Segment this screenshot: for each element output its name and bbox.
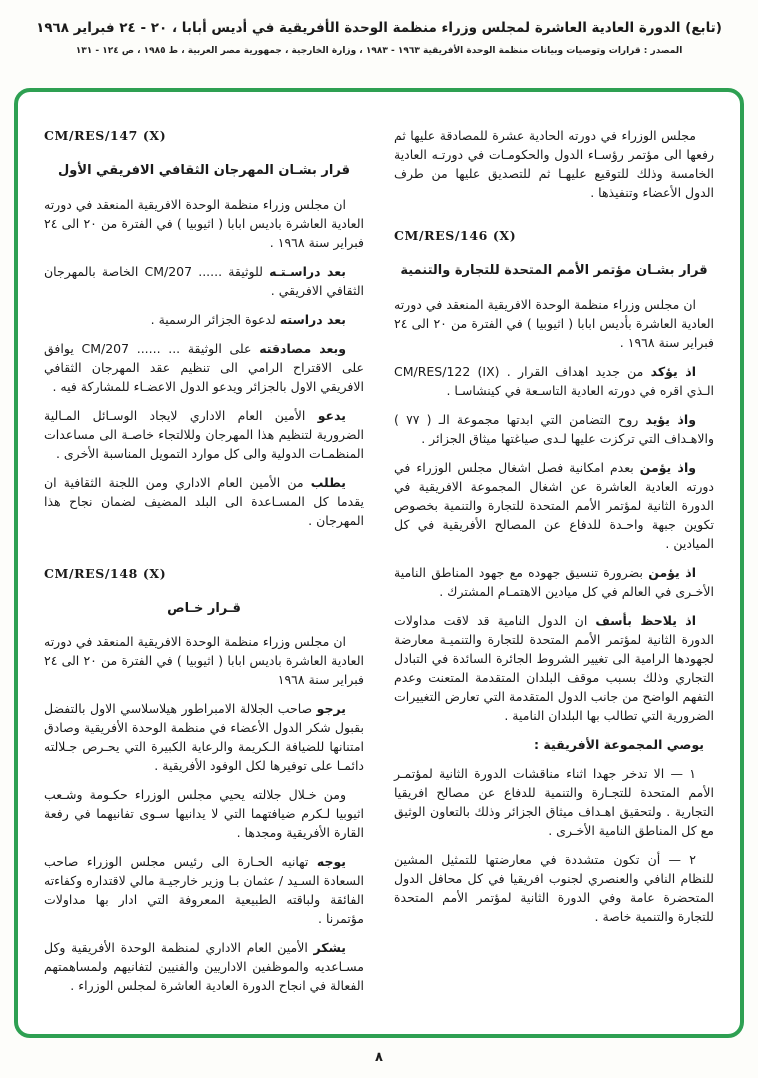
paragraph-lead: بعد دراسته <box>279 311 346 327</box>
page-title: (تابع) الدورة العادية العاشرة لمجلس وزراء منظمة الوحدة الأفريقية في أديس أبابا ، ٢٠ - ٢٤ فبراير ١٩٦٨ <box>36 20 722 36</box>
paragraph-text: ومن خـلال جلالته يحيي مجلس الوزراء حكـومة وشـعب اثيوبيا لـكرم ضيافتهما التي لا يدانيها سـوى تفانيهما في رفعة القارة الأفريقية ومجدها . <box>44 787 364 840</box>
paragraph <box>394 362 714 400</box>
paragraph <box>44 473 364 530</box>
paragraph-text: الأمين العام الاداري لايجاد الوسـائل المـالية الضرورية لتنظيم هذا المهرجان وللالتجاء خاصـة الى مساعدات المنظمـات الدولية والى كل موارد التمويل المناسبة الأخرى . <box>44 407 364 461</box>
page-number: ٨ <box>375 1050 383 1065</box>
resolution-code-146: CM/RES/146 (X) <box>394 228 517 243</box>
recommendation-heading: يوصي المجموعة الأفريقية : <box>534 736 704 752</box>
paragraph <box>44 310 364 329</box>
paragraph-lead: اذ يؤكد <box>650 363 696 379</box>
recommendation-item-2: ٢ — أن تكون متشددة في معارضتها للتمثيل المشين للنظام النافي والعنصري لجنوب افريقيا في كل محافل الدول المتحضرة عامة وفي الدورة الثانية لمؤتمر الأمم المتحدة للتجارة والتنمية خاصة . <box>394 851 714 924</box>
paragraph <box>44 699 364 775</box>
paragraph-lead: يوجه <box>316 854 346 869</box>
paragraph-lead: اذ يلاحظ بأسف <box>595 612 696 628</box>
resolution-title-147: قرار بشـان المهرجان الثقافي الافريقي الأول <box>58 163 350 178</box>
paragraph <box>44 938 364 995</box>
resolution-title-146: قرار بشـان مؤتمر الأمم المتحدة للتجارة والتنمية <box>400 263 708 278</box>
paragraph-lead: يدعو <box>317 407 346 423</box>
paragraph <box>394 295 714 352</box>
source-line: المصدر : قرارات وتوصيات وبيانات منظمة الوحدة الأفريقية ١٩٦٣ - ١٩٨٣ ، وزارة الخارجية ، جمهورية مصر العربية ، ط ١٩٨٥ ، ص ١٢٤ - ١٣١ <box>75 46 683 56</box>
paragraph-text: روح التضامن التي ابدتها مجموعة الـ ( ٧٧ ) والاهـداف التي تركزت عليها لـدى صياغتها ميثاق الجزائر . <box>394 411 714 446</box>
paragraph-text: الأمين العام الاداري لمنظمة الوحدة الأفريقية وكل مسـاعديه والموظفين الاداريين والفنيين لتفانيهم ولمساهمتهم الفعالة في انجاح الدورة العادية العاشرة لمجلس الوزراء . <box>44 940 364 993</box>
paragraph-text: بضرورة تنسيق جهوده مع جهود المناطق النامية الأخـرى في العالم في كل ميادين الاهتمـام المشترك . <box>394 564 714 599</box>
paragraph <box>44 632 364 689</box>
paragraph-text: من جديد اهداف القرار . CM/RES/122 (IX) الـذي اقره في دورته العادية التاسـعة في كينشاسـا . <box>394 363 714 398</box>
paragraph-lead: يشكر <box>313 940 346 955</box>
paragraph-text: من الأمين العام الاداري ومن اللجنة الثقافية ان يقدما كل المسـاعدة الى البلد المضيف لضمان نجاح هذا المهرجان . <box>44 474 364 528</box>
paragraph <box>44 852 364 928</box>
paragraph <box>44 785 364 842</box>
paragraph-text: بعدم امكانية فصل اشغال مجلس الوزراء في دورته العادية العاشرة عن اشغال المجموعة الافريقية في الدورة الثانية لمؤتمر الأمم المتحدة للتجارة والتنمية بخصوص تكوين جبهة واحـدة للدفاع عن المصالح الأفريقية في كل الميادين . <box>394 459 714 551</box>
columns-container <box>44 126 714 1018</box>
paragraph-lead: واذ يؤمن <box>639 459 696 475</box>
paragraph-lead: وبعد مصادقته <box>259 340 346 356</box>
paragraph-lead: اذ يؤمن <box>648 564 696 580</box>
paragraph-text: على الوثيقة ... ...... CM/207 يوافق على الاقتراح الرامي الى تنظيم عقد المهرجان الثقافي الافريقي الاول بالجزائر ويدعو الدول الاعضـاء للمشاركة فيه . <box>44 340 364 394</box>
paragraph-text: صاحب الجلالة الامبراطور هيلاسلاسي الاول بالتفضل بقبول شكر الدول الأعضاء في منظمة الوحدة الأفريقية وصادق امتنانها للضيافة الـكريمة والرعاية الكبيرة التي يحـرص جـلالته دائمـا على توفيرها لكل الوفود الأفريقية . <box>44 701 364 773</box>
paragraph <box>394 611 714 725</box>
paragraph-lead: يرجو <box>316 701 346 716</box>
paragraph-lead: واذ يؤيد <box>645 411 696 427</box>
paragraph <box>44 195 364 252</box>
paragraph <box>394 563 714 601</box>
paragraph-text: ان مجلس وزراء منظمة الوحدة الافريقية المنعقد في دورته العادية العاشرة باديس ابابا ( اثيوبيا ) في الفترة من ٢٠ الى ٢٤ فبراير سنة ١٩٦٨ <box>44 634 364 687</box>
paragraph-text: ان مجلس وزراء منظمة الوحدة الافريقية المنعقد في دورته العادية العاشرة بأديس ابابا ( اثيوبيا ) في الفترة من ٢٠ الى ٢٤ فبراير سنة ١٩٦٨ . <box>394 296 714 350</box>
paragraph <box>394 458 714 553</box>
paragraph-text: للوثيقة ...... CM/207 الخاصة بالمهرجان الثقافي الافريقي . <box>44 263 364 298</box>
paragraph-lead: يطلب <box>310 474 346 490</box>
paragraph-text: تهانيه الحـارة الى رئيس مجلس الوزراء صاحب السعادة السـيد / عثمان بـا وزير خارجيـة مالي لاقتداره وكفاءته الفائقة ولباقته الطبيعية المعروفة التي ادار بها مداولات مؤتمرنا . <box>44 854 364 926</box>
paragraph-text: ان مجلس وزراء منظمة الوحدة الافريقية المنعقد في دورته العادية العاشرة باديس ابابا ( اثيوبيا ) في الفترة من ٢٠ الى ٢٤ فبراير سنة ١٩٦٨ . <box>44 196 364 250</box>
column-right <box>394 126 714 1018</box>
recommendation-item-1: ١ — الا تدخر جهدا اثناء مناقشات الدورة الثانية لمؤتمـر الأمم المتحدة للتجـارة والتنمية للدفاع عن مصالح افريقيا التجارية . ولتحقيق اهـداف ميثاق الجزائر وذلك بالتعاون الوثيق مع كل المناطق النامية الأخـرى . <box>394 765 714 838</box>
paragraph-text: ان الدول النامية قد لاقت مداولات الدورة الثانية لمؤتمر الأمم المتحدة للتجارة والتنميـة معارضة لجهودها الرامية الى تغيير الشروط الجائرة السائدة في التبادل التجاري وذلك بسبب موقف البلدان المتقدمة المتعنت وعدم التفهم الواضح من جانب الدول المتقدمة التي تعارض التغييرات الضرورية التي تطالب بها البلدان النامية . <box>394 612 714 723</box>
resolution-frame <box>14 88 744 1038</box>
paragraph-text: لدعوة الجزائر الرسمية . <box>150 311 276 327</box>
paragraph <box>44 262 364 300</box>
resolution-title-148: قـرار خـاص <box>167 600 241 616</box>
document-header <box>0 0 758 56</box>
resolution-code-148: CM/RES/148 (X) <box>44 565 167 581</box>
resolution-code-147: CM/RES/147 (X) <box>44 128 167 143</box>
paragraph <box>44 339 364 396</box>
paragraph <box>44 406 364 463</box>
paragraph <box>394 410 714 448</box>
continuation-paragraph: مجلس الوزراء في دورته الحادية عشرة للمصادقة عليها ثم رفعها الى مؤتمر رؤسـاء الدول والحكومـات في دورتـه العادية الخامسة وذلك للتوقيع عليهـا ثم للتصديق عليها من طرف الدول الأعضاء وتنفيذها . <box>394 128 714 200</box>
column-left <box>44 126 364 1018</box>
paragraph-lead: بعد دراسـتـه <box>269 263 346 279</box>
